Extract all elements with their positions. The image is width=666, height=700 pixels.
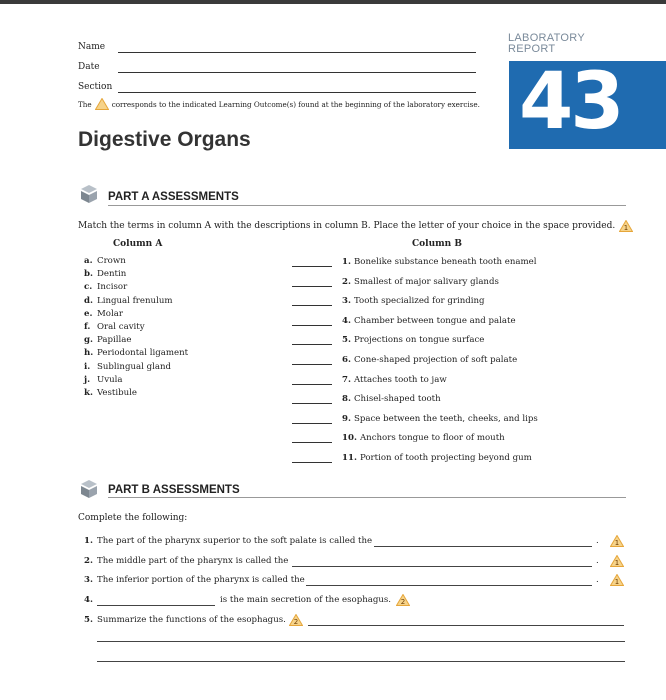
lab-report-label: LABORATORY REPORT (508, 32, 585, 55)
outcome-1-icon (610, 535, 624, 547)
question-text: is the main secretion of the esophagus. (220, 595, 392, 605)
term-letter: d. (84, 295, 94, 306)
part-a-instructions: Match the terms in column A with the descriptions in column B. Place the letter of your choice in the space provided. 1 (78, 220, 633, 232)
description-text: Anchors tongue to floor of mouth (359, 433, 505, 444)
section-field[interactable] (118, 92, 476, 93)
answer-line[interactable] (308, 625, 624, 626)
term-text: Uvula (97, 374, 123, 385)
description-number: 2. (342, 276, 351, 287)
outcome-1-icon (610, 555, 624, 567)
outcome-note (78, 98, 480, 110)
term-letter: f. (84, 322, 91, 332)
question-number: 5. (84, 615, 93, 625)
term-letter: j. (84, 374, 91, 385)
answer-line[interactable] (292, 566, 592, 567)
column-b-description (342, 375, 447, 385)
column-a-term (84, 322, 145, 332)
column-a-term (84, 388, 137, 398)
answer-line[interactable] (374, 546, 592, 547)
term-text: Molar (97, 308, 123, 319)
answer-blank[interactable] (292, 403, 332, 404)
column-b-description (342, 296, 485, 306)
question-row (84, 575, 629, 589)
question-text: The middle part of the pharynx is called the (97, 556, 289, 566)
answer-blank[interactable] (292, 325, 332, 326)
part-b-rule (108, 497, 626, 498)
term-text: Dentin (97, 269, 127, 280)
term-text: Papillae (97, 335, 132, 346)
column-b-header: Column B (412, 239, 462, 249)
period: . (596, 575, 599, 585)
answer-line[interactable] (306, 585, 592, 586)
svg-text:1: 1 (614, 539, 620, 547)
column-b-description (342, 453, 532, 463)
description-text: Smallest of major salivary glands (353, 276, 499, 287)
answer-blank[interactable] (292, 423, 332, 424)
description-number: 8. (342, 394, 351, 405)
question-text: Summarize the functions of the esophagus. (97, 615, 286, 625)
period: . (596, 536, 599, 546)
answer-blank[interactable] (292, 266, 332, 267)
description-text: Space between the teeth, cheeks, and lips (353, 413, 538, 424)
column-b-description (342, 257, 537, 267)
question-text: The part of the pharynx superior to the soft palate is called the (97, 536, 373, 546)
column-b-description (342, 394, 441, 404)
description-text: Cone-shaped projection of soft palate (353, 355, 518, 365)
column-b-description (342, 355, 517, 365)
term-letter: b. (84, 269, 94, 280)
svg-text:1: 1 (614, 559, 620, 567)
top-bar (0, 0, 666, 4)
question-row (84, 536, 629, 550)
term-text: Crown (97, 256, 126, 266)
outcome-triangle-icon (95, 98, 109, 110)
question-row (84, 595, 629, 609)
description-number: 10. (342, 433, 357, 444)
part-a-icon (78, 183, 100, 205)
svg-text:2: 2 (293, 618, 299, 626)
question-number: 1. (84, 536, 93, 546)
period: . (596, 556, 599, 566)
report-number: 43 (519, 57, 622, 147)
part-a-rule (108, 205, 626, 206)
outcome-1-icon (619, 220, 633, 232)
question-number: 4. (84, 595, 93, 605)
description-number: 3. (342, 296, 351, 307)
description-text: Portion of tooth projecting beyond gum (359, 453, 532, 463)
term-letter: c. (84, 282, 93, 293)
description-text: Bonelike substance beneath tooth enamel (353, 257, 537, 267)
outcome-1-icon (610, 574, 624, 586)
svg-text:1: 1 (624, 224, 629, 232)
description-number: 7. (342, 374, 351, 385)
part-b-title: PART B ASSESSMENTS (108, 484, 240, 496)
term-letter: e. (84, 308, 93, 319)
section-label: Section (78, 82, 113, 92)
outcome-note-text: corresponds to the indicated Learning Outcome(s) found at the beginning of the laboratory exercise. (111, 99, 480, 109)
column-b-description (342, 316, 516, 326)
column-a-term (84, 282, 127, 292)
name-label: Name (78, 42, 106, 52)
answer-line[interactable] (97, 641, 625, 642)
part-b-instructions: Complete the following: (78, 513, 188, 523)
question-number: 3. (84, 575, 93, 585)
description-number: 11. (342, 453, 357, 463)
svg-text:2: 2 (400, 598, 406, 606)
answer-blank[interactable] (292, 462, 332, 463)
column-a-term (84, 335, 131, 345)
outcome-note-prefix: The (78, 99, 92, 109)
column-a-term (84, 375, 123, 385)
column-a-term (84, 309, 123, 319)
answer-blank[interactable] (292, 442, 332, 443)
term-text: Incisor (97, 282, 128, 293)
term-letter: h. (84, 348, 94, 359)
description-text: Attaches tooth to jaw (353, 374, 447, 385)
description-number: 4. (342, 315, 351, 326)
answer-line[interactable] (97, 605, 215, 606)
term-text: Sublingual gland (97, 361, 172, 372)
description-text: Tooth specialized for grinding (353, 296, 485, 307)
description-text: Chamber between tongue and palate (353, 315, 516, 326)
term-letter: k. (84, 388, 93, 398)
term-text: Vestibule (97, 388, 137, 398)
date-label: Date (78, 62, 100, 72)
column-a-term (84, 256, 126, 266)
description-number: 1. (342, 257, 351, 267)
column-a-term (84, 269, 126, 279)
description-number: 6. (342, 355, 351, 365)
answer-blank[interactable] (292, 305, 332, 306)
question-text: The inferior portion of the pharynx is called the (97, 575, 305, 585)
column-b-description (342, 277, 499, 287)
question-number: 2. (84, 556, 93, 566)
term-letter: a. (84, 256, 93, 266)
part-b-icon (78, 478, 100, 500)
answer-blank[interactable] (292, 384, 332, 385)
question-row (84, 556, 629, 570)
outcome-2-icon (396, 594, 410, 606)
column-a-term (84, 348, 188, 358)
term-letter: g. (84, 335, 94, 346)
column-b-description (342, 414, 538, 424)
answer-line[interactable] (97, 661, 625, 662)
name-field[interactable] (118, 52, 476, 53)
outcome-2-icon (289, 614, 303, 626)
svg-text:1: 1 (614, 578, 620, 586)
column-a-term (84, 362, 171, 372)
term-text: Lingual frenulum (97, 295, 173, 306)
term-text: Periodontal ligament (97, 348, 189, 359)
column-a-term (84, 296, 173, 306)
description-number: 9. (342, 413, 351, 424)
answer-blank[interactable] (292, 344, 332, 345)
date-field[interactable] (118, 72, 476, 73)
column-b-description (342, 433, 505, 443)
page-title: Digestive Organs (78, 128, 251, 151)
description-text: Chisel-shaped tooth (353, 394, 441, 405)
part-a-title: PART A ASSESSMENTS (108, 191, 239, 203)
column-a-header: Column A (113, 239, 163, 249)
column-b-description (342, 335, 484, 345)
description-number: 5. (342, 335, 351, 346)
question-row (84, 615, 629, 629)
answer-blank[interactable] (292, 286, 332, 287)
answer-blank[interactable] (292, 364, 332, 365)
report-number-badge (509, 57, 666, 149)
term-letter: i. (84, 361, 91, 372)
description-text: Projections on tongue surface (353, 335, 485, 346)
term-text: Oral cavity (97, 322, 145, 332)
